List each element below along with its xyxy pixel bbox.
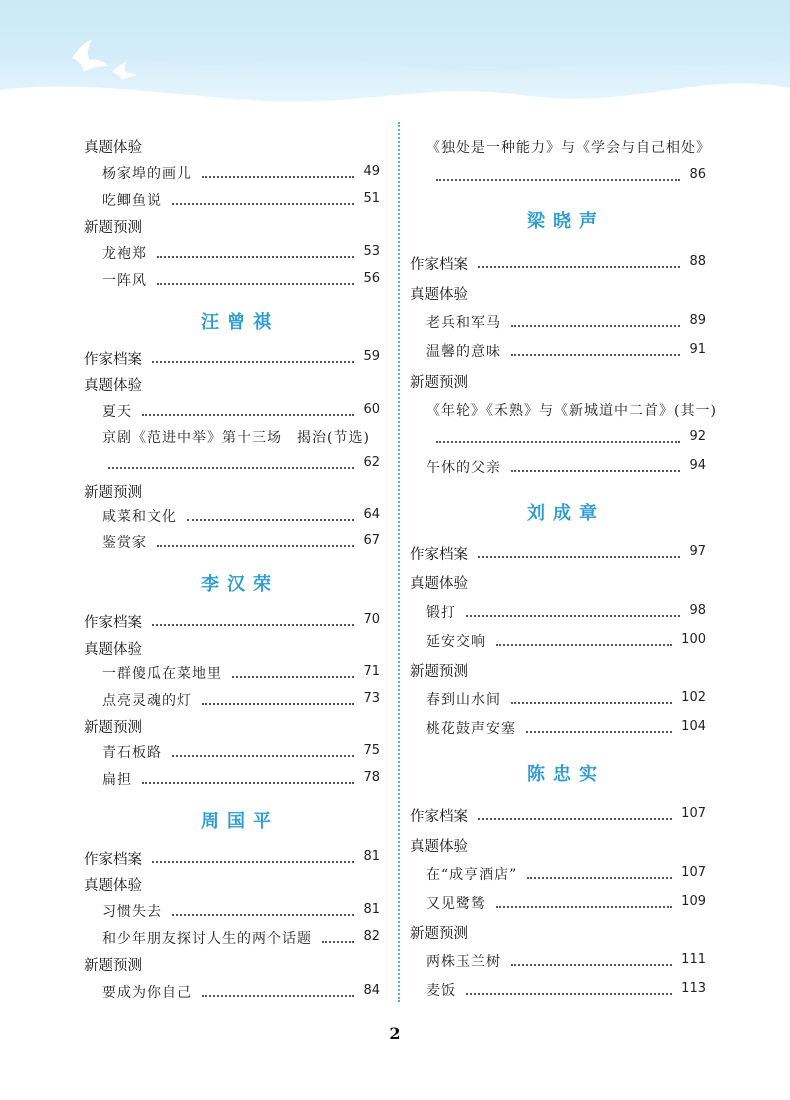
toc-category-label: 真题体验 (410, 839, 468, 855)
toc-entry-title: 两株玉兰树 (426, 954, 501, 970)
toc-entry-title: 一群傻瓜在菜地里 (102, 666, 222, 682)
toc-entry-title: 要成为你自己 (102, 985, 192, 1001)
author-heading: 汪曾祺 (201, 312, 279, 333)
toc-entry-title: 夏天 (102, 404, 132, 420)
toc-category-label: 作家档案 (410, 809, 468, 825)
page-number-ref: 56 (363, 271, 380, 286)
leader-dots (157, 545, 354, 547)
leader-dots (232, 676, 354, 678)
page-number-ref: 60 (363, 402, 380, 417)
leader-dots (172, 914, 354, 916)
page-number-ref: 89 (689, 313, 706, 328)
page-number-ref: 98 (689, 603, 706, 618)
leader-dots (152, 861, 354, 863)
toc-entry-title: 老兵和军马 (426, 315, 501, 331)
page-number: 2 (389, 1024, 401, 1043)
toc-category-label: 作家档案 (84, 615, 142, 631)
leader-dots (202, 703, 354, 705)
toc-entry-title: 咸菜和文化 (102, 509, 177, 525)
page-number-ref: 109 (681, 894, 706, 909)
toc-category-label: 新题预测 (84, 485, 142, 501)
leader-dots (478, 818, 672, 820)
author-heading: 刘成章 (527, 503, 605, 524)
toc-category-label: 新题预测 (84, 720, 142, 736)
toc-category-label: 新题预测 (84, 958, 142, 974)
leader-dots (436, 441, 680, 443)
page-number-ref: 84 (363, 983, 380, 998)
leader-dots (466, 615, 680, 617)
toc-category-label: 真题体验 (84, 378, 142, 394)
page-number-ref: 107 (681, 806, 706, 821)
page-number-ref: 59 (363, 349, 380, 364)
leader-dots (466, 993, 672, 995)
toc-entry-title: 扁担 (102, 772, 132, 788)
toc-entry-title: 龙袍郑 (102, 246, 147, 262)
page-number-ref: 81 (363, 902, 380, 917)
toc-entry-title: 京剧《范进中举》第十三场 揭治(节选) (102, 430, 370, 446)
page-number-ref: 53 (363, 244, 380, 259)
header-banner (0, 0, 790, 130)
page-number-ref: 75 (363, 743, 380, 758)
author-heading: 梁晓声 (527, 211, 605, 232)
author-heading: 陈忠实 (527, 764, 605, 785)
page-number-ref: 86 (689, 167, 706, 182)
toc-entry-title: 麦饭 (426, 983, 456, 999)
page-number-ref: 67 (363, 533, 380, 548)
page-number-ref: 81 (363, 849, 380, 864)
toc-entry-title: 鉴赏家 (102, 535, 147, 551)
toc-category-label: 新题预测 (410, 664, 468, 680)
toc-entry-title: 点亮灵魂的灯 (102, 693, 192, 709)
leader-dots (496, 906, 672, 908)
leader-dots (142, 414, 354, 416)
toc-entry-title: 温馨的意味 (426, 344, 501, 360)
leader-dots (172, 755, 354, 757)
leader-dots (187, 519, 354, 521)
author-heading: 周国平 (201, 811, 279, 832)
page-number-ref: 71 (363, 664, 380, 679)
toc-entry-title: 午休的父亲 (426, 460, 501, 476)
page-number-ref: 70 (363, 612, 380, 627)
page-number-ref: 62 (363, 455, 380, 470)
toc-category-label: 真题体验 (84, 140, 142, 156)
toc-category-label: 作家档案 (84, 352, 142, 368)
leader-dots (157, 283, 354, 285)
toc-category-label: 真题体验 (84, 642, 142, 658)
toc-entry-title: 桃花鼓声安塞 (426, 721, 516, 737)
page-number-ref: 92 (689, 429, 706, 444)
toc-entry-title: 《独处是一种能力》与《学会与自己相处》 (426, 140, 711, 156)
page-number-ref: 94 (689, 458, 706, 473)
leader-dots (436, 179, 680, 181)
leader-dots (526, 731, 672, 733)
leader-dots (172, 203, 354, 205)
leader-dots (511, 702, 672, 704)
leader-dots (108, 467, 354, 469)
leader-dots (152, 361, 354, 363)
page-number-ref: 49 (363, 164, 380, 179)
leader-dots (152, 624, 354, 626)
page-number-ref: 104 (681, 719, 706, 734)
toc-category-label: 真题体验 (84, 878, 142, 894)
toc-category-label: 作家档案 (84, 852, 142, 868)
page-number-ref: 82 (363, 929, 380, 944)
column-divider (398, 122, 400, 1002)
page-number-ref: 78 (363, 770, 380, 785)
page-number-ref: 73 (363, 691, 380, 706)
toc-category-label: 新题预测 (410, 926, 468, 942)
toc-entry-title: 延安交响 (426, 634, 486, 650)
toc-entry-title: 在“成亨酒店” (426, 867, 518, 883)
toc-category-label: 作家档案 (410, 257, 468, 273)
leader-dots (322, 941, 354, 943)
leader-dots (142, 782, 354, 784)
toc-category-label: 新题预测 (410, 375, 468, 391)
toc-category-label: 作家档案 (410, 547, 468, 563)
page-number-ref: 64 (363, 507, 380, 522)
leader-dots (511, 470, 680, 472)
page-number-ref: 51 (363, 191, 380, 206)
toc-category-label: 真题体验 (410, 287, 468, 303)
leader-dots (511, 964, 672, 966)
leader-dots (496, 644, 672, 646)
leader-dots (202, 176, 354, 178)
leader-dots (478, 556, 680, 558)
page-number-ref: 97 (689, 544, 706, 559)
toc-entry-title: 青石板路 (102, 745, 162, 761)
toc-entry-title: 杨家埠的画儿 (102, 166, 192, 182)
page-number-ref: 113 (681, 981, 706, 996)
page-number-ref: 88 (689, 254, 706, 269)
author-heading: 李汉荣 (201, 574, 279, 595)
leader-dots (202, 995, 354, 997)
toc-entry-title: 一阵风 (102, 273, 147, 289)
leader-dots (157, 256, 354, 258)
leader-dots (511, 354, 680, 356)
toc-entry-title: 锻打 (426, 605, 456, 621)
toc-category-label: 新题预测 (84, 220, 142, 236)
page-number-ref: 107 (681, 865, 706, 880)
leader-dots (527, 877, 672, 879)
page-number-ref: 100 (681, 632, 706, 647)
toc-entry-title: 吃鲫鱼说 (102, 193, 162, 209)
toc-entry-title: 习惯失去 (102, 904, 162, 920)
page-number-ref: 102 (681, 690, 706, 705)
toc-category-label: 真题体验 (410, 576, 468, 592)
leader-dots (478, 266, 680, 268)
leader-dots (511, 325, 680, 327)
toc-entry-title: 春到山水间 (426, 692, 501, 708)
toc-entry-title: 《年轮》《禾熟》与《新城道中二首》(其一) (426, 403, 717, 419)
toc-entry-title: 又见鹭鸶 (426, 896, 486, 912)
page-number-ref: 91 (689, 342, 706, 357)
page-number-ref: 111 (681, 952, 706, 967)
toc-entry-title: 和少年朋友探讨人生的两个话题 (102, 931, 312, 947)
